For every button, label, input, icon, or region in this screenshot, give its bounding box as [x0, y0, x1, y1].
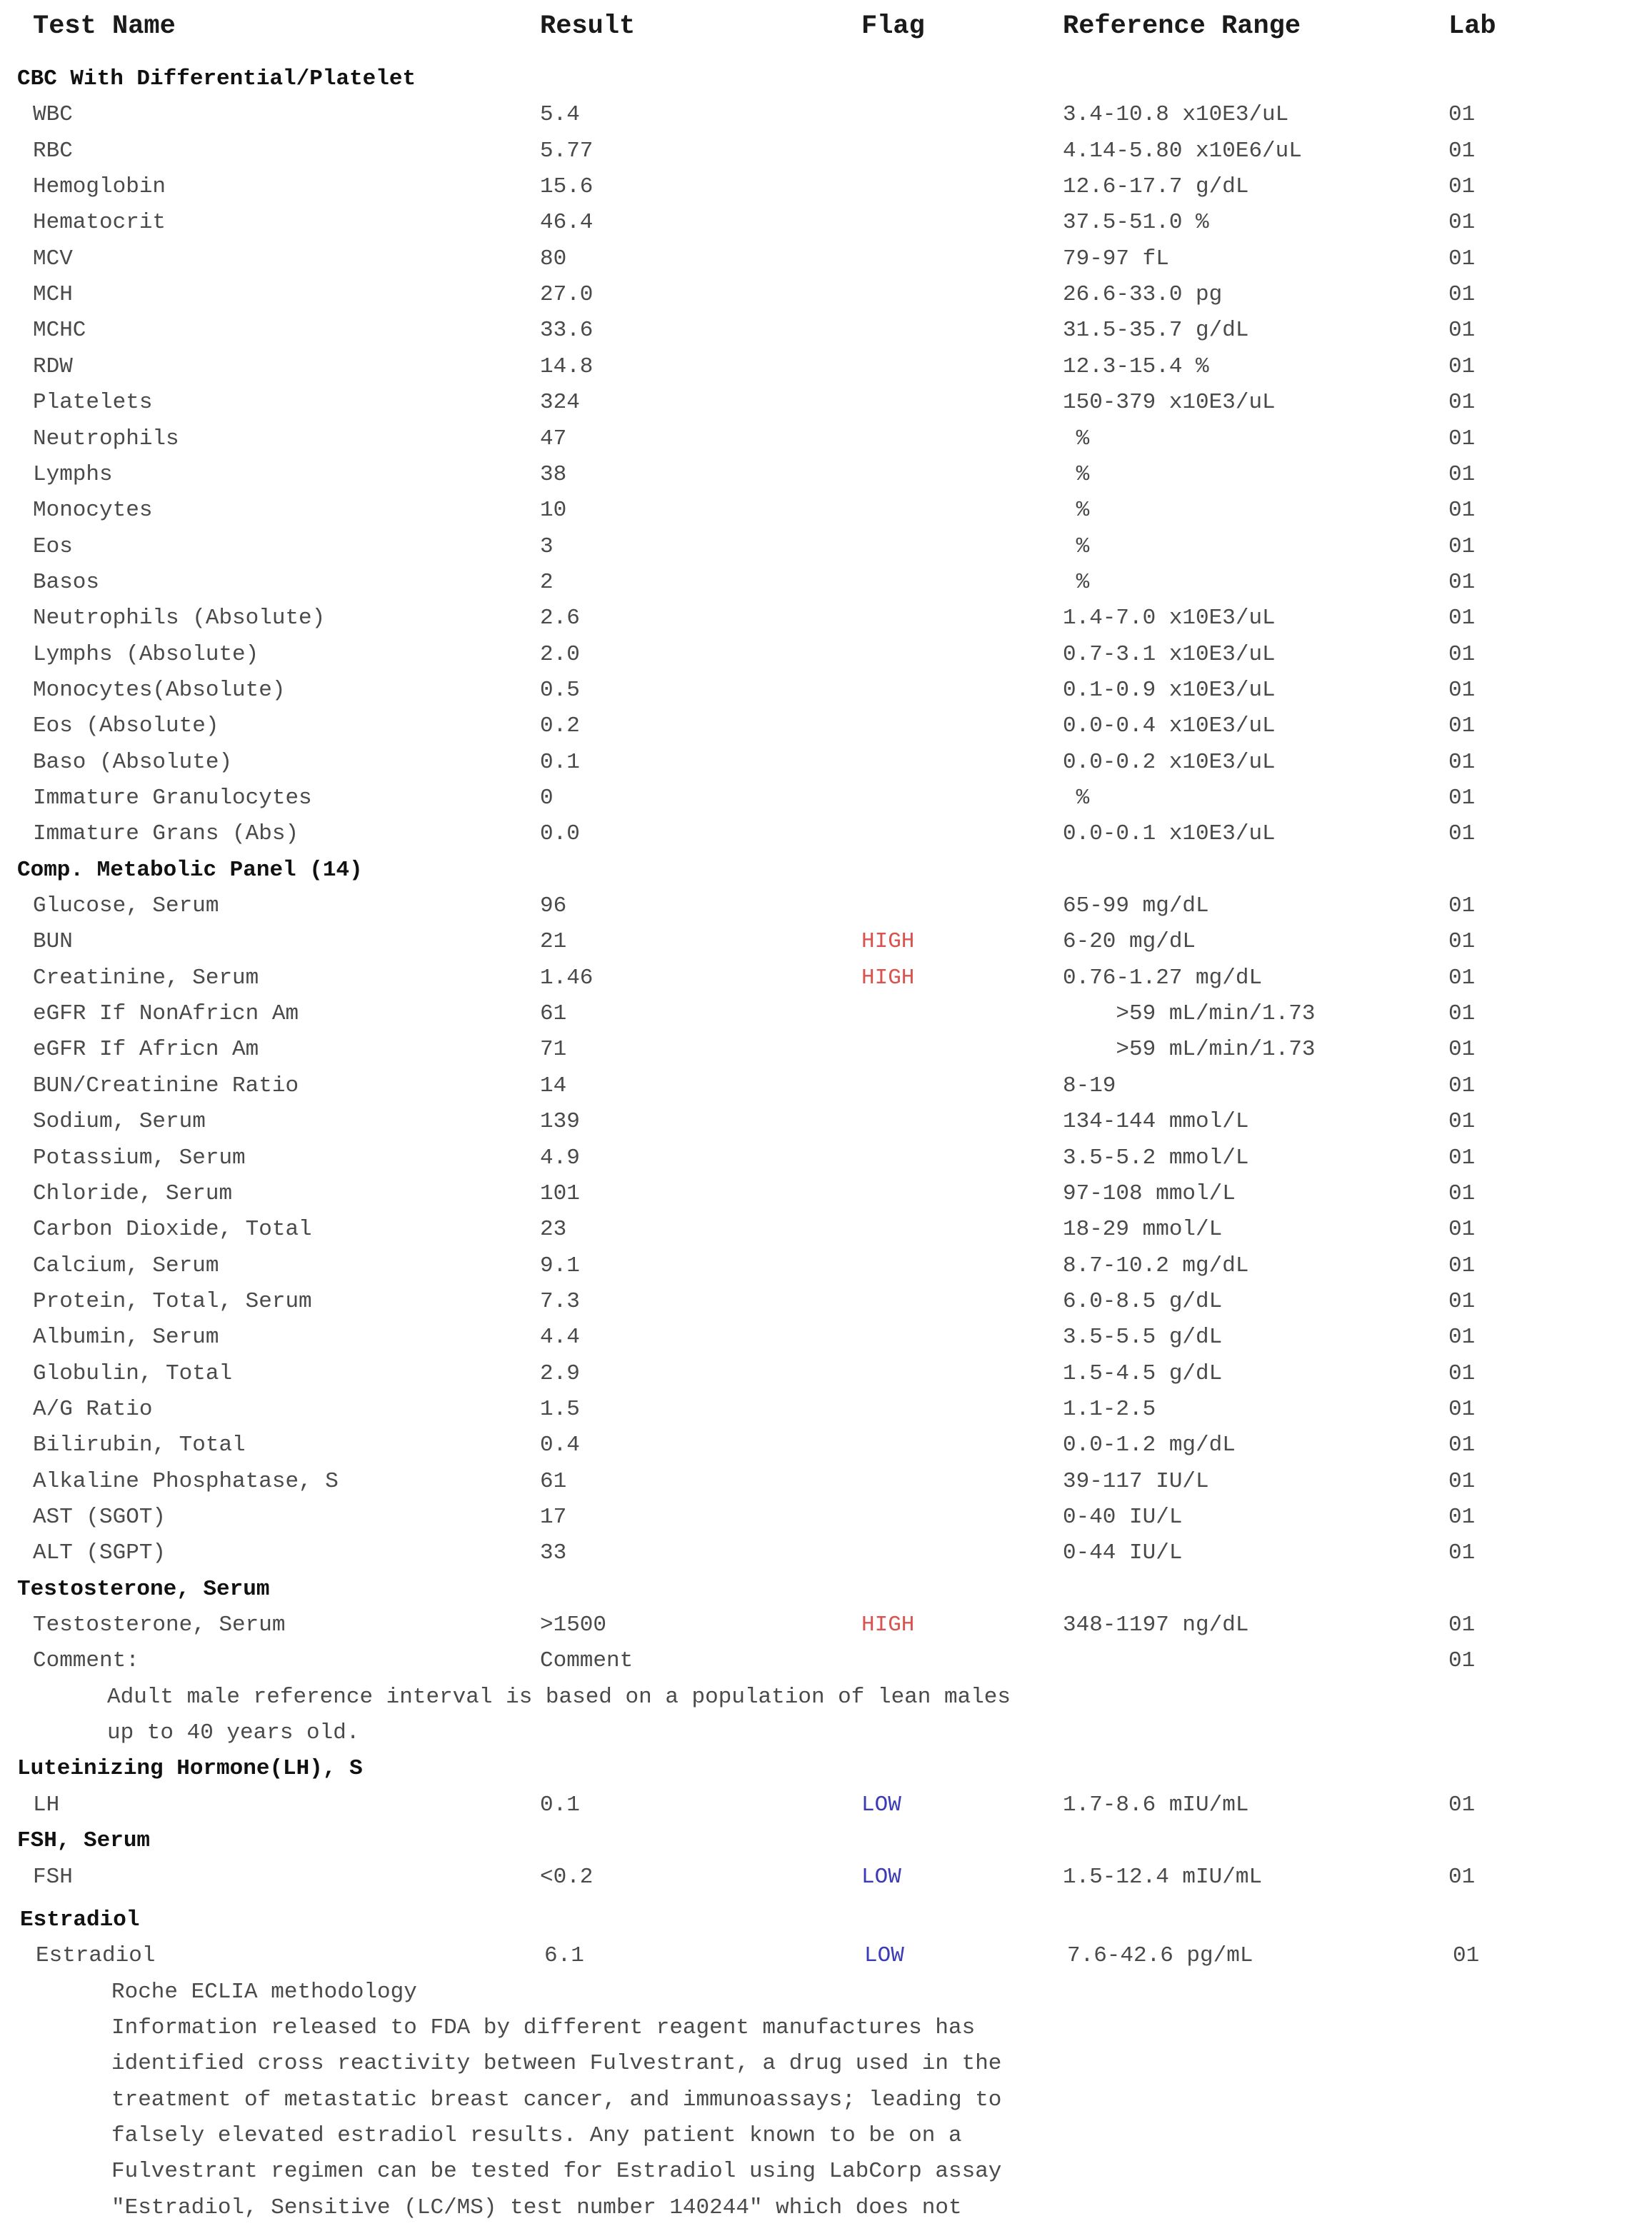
lab-code: 01: [1448, 498, 1476, 523]
result-value: 0.0: [540, 821, 580, 846]
lab-code: 01: [1448, 210, 1476, 235]
test-name: Basos: [33, 570, 100, 595]
table-row: [0, 924, 1652, 960]
result-value: 2: [540, 570, 554, 595]
reference-range: 1.4-7.0 x10E3/uL: [1063, 606, 1276, 631]
table-row: [0, 1032, 1652, 1068]
test-name: ALT (SGPT): [33, 1540, 166, 1565]
test-name: Creatinine, Serum: [33, 966, 259, 991]
table-row: [0, 1284, 1652, 1320]
test-name: Sodium, Serum: [33, 1109, 206, 1134]
test-name: Eos: [33, 534, 73, 559]
result-value: 61: [540, 1469, 567, 1494]
flag-badge: HIGH: [861, 1613, 915, 1638]
comment-line: [0, 2190, 1652, 2226]
test-name: Neutrophils (Absolute): [33, 606, 326, 631]
comment-line: [0, 2046, 1652, 2082]
table-row: [0, 205, 1652, 241]
table-row: [0, 277, 1652, 313]
result-value: 324: [540, 390, 580, 415]
lab-code: 01: [1448, 1289, 1476, 1314]
table-row: [0, 421, 1652, 457]
result-value: 139: [540, 1109, 580, 1134]
lab-code: 01: [1448, 426, 1476, 451]
result-value: 2.6: [540, 606, 580, 631]
lab-code: 01: [1448, 713, 1476, 738]
comment-line: [0, 2010, 1652, 2046]
comment-text: Adult male reference interval is based on a population of lean males: [107, 1685, 1011, 1710]
comment-line: [0, 2154, 1652, 2190]
test-name: Immature Granulocytes: [33, 786, 312, 811]
result-value: 3: [540, 534, 554, 559]
lab-code: 01: [1448, 1217, 1476, 1242]
result-value: 2.9: [540, 1361, 580, 1386]
lab-code: 01: [1448, 1397, 1476, 1422]
result-value: 6.1: [544, 1943, 584, 1968]
reference-range: %: [1063, 534, 1090, 559]
section-title: FSH, Serum: [17, 1828, 151, 1853]
column-header-lab: Lab: [1448, 11, 1496, 41]
reference-range: 3.4-10.8 x10E3/uL: [1063, 102, 1289, 127]
table-row: [0, 745, 1652, 781]
reference-range: 4.14-5.80 x10E6/uL: [1063, 139, 1302, 164]
comment-text: Roche ECLIA methodology: [111, 1980, 417, 2005]
result-value: 46.4: [540, 210, 594, 235]
comment-text: "Estradiol, Sensitive (LC/MS) test number 140244" which does not: [111, 2195, 962, 2220]
table-row: [0, 1068, 1652, 1104]
table-row: [0, 1788, 1652, 1823]
table-row: [0, 493, 1652, 528]
test-name: Lymphs (Absolute): [33, 642, 259, 667]
table-row: [0, 1392, 1652, 1428]
reference-range: 79-97 fL: [1063, 246, 1169, 271]
lab-code: 01: [1448, 1001, 1476, 1026]
reference-range: 31.5-35.7 g/dL: [1063, 318, 1249, 343]
table-row: [0, 349, 1652, 385]
table-row: [0, 673, 1652, 708]
column-header-test-name: Test Name: [33, 11, 176, 41]
comment-text: up to 40 years old.: [107, 1720, 360, 1745]
test-name: BUN/Creatinine Ratio: [33, 1073, 299, 1098]
reference-range: 6.0-8.5 g/dL: [1063, 1289, 1223, 1314]
lab-code: 01: [1448, 1361, 1476, 1386]
test-name: Eos (Absolute): [33, 713, 219, 738]
lab-code: 01: [1448, 642, 1476, 667]
result-value: 15.6: [540, 174, 594, 199]
reference-range: %: [1063, 462, 1090, 487]
table-row: [0, 1500, 1652, 1535]
test-name: Alkaline Phosphatase, S: [33, 1469, 339, 1494]
table-row: [0, 241, 1652, 277]
comment-text: Fulvestrant regimen can be tested for Estradiol using LabCorp assay: [111, 2159, 1002, 2184]
lab-code: 01: [1448, 570, 1476, 595]
lab-code: 01: [1448, 282, 1476, 307]
test-name: Carbon Dioxide, Total: [33, 1217, 312, 1242]
result-value: 0.5: [540, 678, 580, 703]
result-value: 10: [540, 498, 567, 523]
lab-code: 01: [1448, 246, 1476, 271]
comment-line: [0, 1715, 1652, 1751]
table-row: [0, 1140, 1652, 1176]
table-row: [0, 961, 1652, 996]
reference-range: 1.1-2.5: [1063, 1397, 1156, 1422]
test-name: Monocytes: [33, 498, 153, 523]
table-row: [0, 1356, 1652, 1392]
reference-range: 150-379 x10E3/uL: [1063, 390, 1276, 415]
test-name: Platelets: [33, 390, 153, 415]
lab-code: 01: [1448, 821, 1476, 846]
test-name: Testosterone, Serum: [33, 1613, 286, 1638]
section-header: [0, 853, 1652, 888]
section-title: Testosterone, Serum: [17, 1577, 270, 1602]
result-value: 96: [540, 893, 567, 918]
section-header: [0, 1823, 1652, 1859]
result-value: 1.5: [540, 1397, 580, 1422]
test-name: WBC: [33, 102, 73, 127]
table-row: [0, 1608, 1652, 1643]
lab-code: 01: [1448, 1109, 1476, 1134]
lab-code: 01: [1448, 1865, 1476, 1890]
test-name: Monocytes(Absolute): [33, 678, 286, 703]
lab-code: 01: [1448, 354, 1476, 379]
result-value: 7.3: [540, 1289, 580, 1314]
reference-range: 348-1197 ng/dL: [1063, 1613, 1249, 1638]
table-row: [0, 1428, 1652, 1463]
test-name: RDW: [33, 354, 73, 379]
reference-range: 1.7-8.6 mIU/mL: [1063, 1793, 1249, 1818]
reference-range: 0.7-3.1 x10E3/uL: [1063, 642, 1276, 667]
result-value: 33: [540, 1540, 567, 1565]
test-name: Potassium, Serum: [33, 1145, 246, 1170]
reference-range: 8.7-10.2 mg/dL: [1063, 1253, 1249, 1278]
table-row: [0, 1535, 1652, 1571]
result-value: 0: [540, 786, 554, 811]
reference-range: 26.6-33.0 pg: [1063, 282, 1223, 307]
reference-range: 0.76-1.27 mg/dL: [1063, 966, 1263, 991]
reference-range: 6-20 mg/dL: [1063, 929, 1196, 954]
lab-code: 01: [1448, 750, 1476, 775]
table-row: [0, 457, 1652, 493]
result-value: 17: [540, 1505, 567, 1530]
section-header: [0, 1902, 1652, 1938]
flag-badge: LOW: [864, 1943, 904, 1968]
result-value: 1.46: [540, 966, 594, 991]
reference-range: 39-117 IU/L: [1063, 1469, 1209, 1494]
reference-range: 1.5-12.4 mIU/mL: [1063, 1865, 1263, 1890]
reference-range: 8-19: [1063, 1073, 1116, 1098]
lab-code: 01: [1448, 318, 1476, 343]
comment-line: [0, 2082, 1652, 2118]
reference-range: 0.0-1.2 mg/dL: [1063, 1433, 1236, 1458]
comment-text: Information released to FDA by different reagent manufactures has: [111, 2015, 976, 2040]
reference-range: 12.3-15.4 %: [1063, 354, 1209, 379]
section-title: CBC With Differential/Platelet: [17, 66, 416, 91]
table-row: [0, 1860, 1652, 1895]
test-name: Baso (Absolute): [33, 750, 233, 775]
reference-range: 1.5-4.5 g/dL: [1063, 1361, 1223, 1386]
lab-code: 01: [1448, 1433, 1476, 1458]
table-row: [0, 134, 1652, 169]
result-value: 14: [540, 1073, 567, 1098]
lab-code: 01: [1448, 1073, 1476, 1098]
reference-range: %: [1063, 498, 1090, 523]
test-name: LH: [33, 1793, 60, 1818]
result-value: 4.9: [540, 1145, 580, 1170]
comment-line: [0, 2118, 1652, 2154]
reference-range: 0.0-0.1 x10E3/uL: [1063, 821, 1276, 846]
lab-code: 01: [1448, 786, 1476, 811]
lab-code: 01: [1448, 678, 1476, 703]
reference-range: 12.6-17.7 g/dL: [1063, 174, 1249, 199]
result-value: 0.2: [540, 713, 580, 738]
comment-text: falsely elevated estradiol results. Any patient known to be on a: [111, 2123, 962, 2148]
comment-text: treatment of metastatic breast cancer, and immunoassays; leading to: [111, 2087, 1002, 2112]
section-header: [0, 1751, 1652, 1787]
result-value: 14.8: [540, 354, 594, 379]
column-header-result: Result: [540, 11, 636, 41]
result-value: 23: [540, 1217, 567, 1242]
test-name: Bilirubin, Total: [33, 1433, 246, 1458]
flag-badge: LOW: [861, 1793, 901, 1818]
column-header-reference-range: Reference Range: [1063, 11, 1301, 41]
comment-line: [0, 1680, 1652, 1715]
reference-range: 3.5-5.2 mmol/L: [1063, 1145, 1249, 1170]
result-value: <0.2: [540, 1865, 594, 1890]
table-row: [0, 97, 1652, 133]
section-header: [0, 61, 1652, 97]
test-name: AST (SGOT): [33, 1505, 166, 1530]
result-value: 0.1: [540, 1793, 580, 1818]
reference-range: 0-40 IU/L: [1063, 1505, 1183, 1530]
reference-range: 3.5-5.5 g/dL: [1063, 1325, 1223, 1350]
test-name: Protein, Total, Serum: [33, 1289, 312, 1314]
test-name: Albumin, Serum: [33, 1325, 219, 1350]
section-title: Luteinizing Hormone(LH), S: [17, 1756, 363, 1781]
lab-code: 01: [1448, 534, 1476, 559]
lab-code: 01: [1448, 1145, 1476, 1170]
lab-code: 01: [1448, 1505, 1476, 1530]
result-value: 101: [540, 1181, 580, 1206]
result-value: 4.4: [540, 1325, 580, 1350]
reference-range: 0-44 IU/L: [1063, 1540, 1183, 1565]
test-name: MCV: [33, 246, 73, 271]
table-row: [0, 708, 1652, 744]
flag-badge: LOW: [861, 1865, 901, 1890]
test-name: Estradiol: [36, 1943, 156, 1968]
table-row: [0, 601, 1652, 636]
reference-range: 0.1-0.9 x10E3/uL: [1063, 678, 1276, 703]
reference-range: 0.0-0.2 x10E3/uL: [1063, 750, 1276, 775]
reference-range: 37.5-51.0 %: [1063, 210, 1209, 235]
table-row: [0, 1320, 1652, 1355]
lab-code: 01: [1448, 893, 1476, 918]
result-value: 61: [540, 1001, 567, 1026]
table-row: [0, 1248, 1652, 1284]
result-value: 2.0: [540, 642, 580, 667]
column-header-row: [0, 9, 1652, 44]
table-row: [0, 996, 1652, 1032]
test-name: MCHC: [33, 318, 86, 343]
result-value: 38: [540, 462, 567, 487]
table-row: [0, 1464, 1652, 1500]
test-name: MCH: [33, 282, 73, 307]
table-row: [0, 313, 1652, 349]
reference-range: >59 mL/min/1.73: [1063, 1001, 1316, 1026]
test-name: Globulin, Total: [33, 1361, 233, 1386]
table-row: [0, 529, 1652, 565]
test-name: Calcium, Serum: [33, 1253, 219, 1278]
test-name: Hemoglobin: [33, 174, 166, 199]
reference-range: 97-108 mmol/L: [1063, 1181, 1236, 1206]
lab-code: 01: [1448, 1613, 1476, 1638]
lab-code: 01: [1448, 1540, 1476, 1565]
lab-code: 01: [1448, 1793, 1476, 1818]
result-value: Comment: [540, 1648, 634, 1673]
reference-range: %: [1063, 426, 1090, 451]
lab-code: 01: [1448, 102, 1476, 127]
lab-code: 01: [1448, 929, 1476, 954]
test-name: Chloride, Serum: [33, 1181, 233, 1206]
lab-code: 01: [1453, 1943, 1480, 1968]
result-value: 47: [540, 426, 567, 451]
lab-code: 01: [1448, 1181, 1476, 1206]
lab-code: 01: [1448, 139, 1476, 164]
flag-badge: HIGH: [861, 929, 915, 954]
result-value: 71: [540, 1037, 567, 1062]
reference-range: 65-99 mg/dL: [1063, 893, 1209, 918]
lab-code: 01: [1448, 462, 1476, 487]
lab-code: 01: [1448, 1469, 1476, 1494]
test-name: BUN: [33, 929, 73, 954]
table-row: [0, 169, 1652, 205]
reference-range: %: [1063, 786, 1090, 811]
table-row: [0, 1643, 1652, 1679]
flag-badge: HIGH: [861, 966, 915, 991]
lab-code: 01: [1448, 174, 1476, 199]
lab-code: 01: [1448, 1037, 1476, 1062]
test-name: Lymphs: [33, 462, 113, 487]
test-name: FSH: [33, 1865, 73, 1890]
table-row: [0, 637, 1652, 673]
test-name: RBC: [33, 139, 73, 164]
test-name: Hematocrit: [33, 210, 166, 235]
lab-code: 01: [1448, 606, 1476, 631]
reference-range: 0.0-0.4 x10E3/uL: [1063, 713, 1276, 738]
test-name: eGFR If NonAfricn Am: [33, 1001, 299, 1026]
lab-code: 01: [1448, 966, 1476, 991]
reference-range: >59 mL/min/1.73: [1063, 1037, 1316, 1062]
section-title: Comp. Metabolic Panel (14): [17, 858, 363, 883]
result-value: >1500: [540, 1613, 607, 1638]
test-name: Immature Grans (Abs): [33, 821, 299, 846]
section-header: [0, 1572, 1652, 1608]
result-value: 5.77: [540, 139, 594, 164]
lab-code: 01: [1448, 1648, 1476, 1673]
lab-code: 01: [1448, 1253, 1476, 1278]
test-name: eGFR If Africn Am: [33, 1037, 259, 1062]
comment-text: identified cross reactivity between Fulvestrant, a drug used in the: [111, 2051, 1002, 2076]
result-value: 21: [540, 929, 567, 954]
table-row: [0, 1104, 1652, 1140]
column-header-flag: Flag: [861, 11, 925, 41]
result-value: 33.6: [540, 318, 594, 343]
test-name: Glucose, Serum: [33, 893, 219, 918]
test-name: Comment:: [33, 1648, 139, 1673]
table-row: [0, 781, 1652, 816]
comment-line: [0, 1975, 1652, 2010]
table-row: [0, 1212, 1652, 1248]
result-value: 80: [540, 246, 567, 271]
reference-range: %: [1063, 570, 1090, 595]
result-value: 0.4: [540, 1433, 580, 1458]
test-name: A/G Ratio: [33, 1397, 153, 1422]
test-name: Neutrophils: [33, 426, 179, 451]
table-row: [0, 816, 1652, 852]
reference-range: 18-29 mmol/L: [1063, 1217, 1223, 1242]
reference-range: 7.6-42.6 pg/mL: [1067, 1943, 1253, 1968]
result-value: 0.1: [540, 750, 580, 775]
table-row: [0, 888, 1652, 924]
lab-code: 01: [1448, 390, 1476, 415]
reference-range: 134-144 mmol/L: [1063, 1109, 1249, 1134]
lab-code: 01: [1448, 1325, 1476, 1350]
table-row: [0, 1938, 1652, 1974]
result-value: 9.1: [540, 1253, 580, 1278]
section-title: Estradiol: [20, 1907, 140, 1932]
table-row: [0, 1176, 1652, 1212]
table-row: [0, 385, 1652, 421]
result-value: 5.4: [540, 102, 580, 127]
result-value: 27.0: [540, 282, 594, 307]
table-row: [0, 565, 1652, 601]
